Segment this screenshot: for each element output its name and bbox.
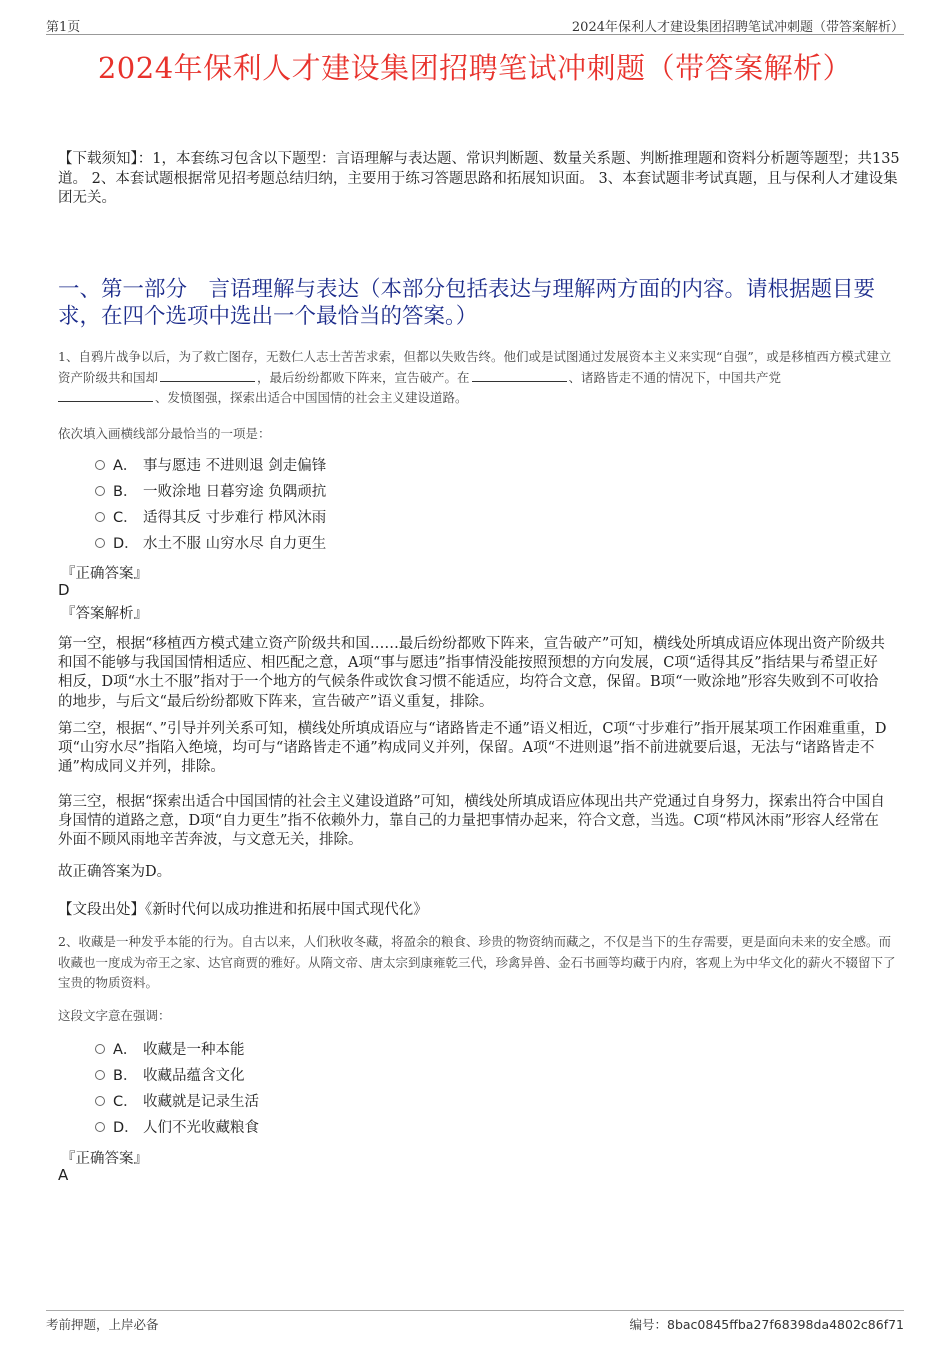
question-2-stem: 2、收藏是一种发乎本能的行为。自古以来，人们秋收冬藏，将盈余的粮食、珍贵的物资纳而藏之，不仅是当下的生存需要，更是面向未来的安全感。而收藏也一度成为帝王之家、达官商贾的雅好。从隋文帝、唐太宗到康雍乾三代，珍禽异兽、金石书画等均藏于内府，客观上为中华文化的薪火不辍留下了宝贵的物质资料。 <box>58 934 896 990</box>
radio-icon[interactable] <box>95 1044 105 1054</box>
radio-icon[interactable] <box>95 1122 105 1132</box>
q1-option-c[interactable]: C． 适得其反 寸步难行 栉风沐雨 <box>95 508 326 528</box>
page-footer <box>46 1310 904 1331</box>
q2-option-c[interactable]: C． 收藏就是记录生活 <box>95 1092 259 1112</box>
page-title: 2024年保利人才建设集团招聘笔试冲刺题（带答案解析） <box>97 51 853 85</box>
page-number: 第1页 <box>46 20 81 35</box>
fill-blank-2 <box>472 369 567 382</box>
fill-blank-1 <box>160 369 255 382</box>
q1-option-a[interactable]: A． 事与愿违 不进则退 剑走偏锋 <box>95 456 326 476</box>
q2-option-b[interactable]: B． 收藏品蕴含文化 <box>95 1066 245 1086</box>
q1-answer-label: 『正确答案』 <box>61 566 148 582</box>
radio-icon[interactable] <box>95 486 105 496</box>
document-code: 8bac0845ffba27f68398da4802c86f71 <box>667 1317 904 1332</box>
q1-analysis-paragraph: 第二空，根据“、”引导并列关系可知，横线处所填成语应与“诸路皆走不通”语义相近，C项“寸步难行”指开展某项工作困难重重，D项“山穷水尽”指陷入绝境，均可与“诸路皆走不通”构成同义并列，保留。A项“不进则退”指不前进就要后退，无法与“诸路皆走不通”构成同义并列，排除。 <box>58 721 887 776</box>
section-heading: 一、第一部分 言语理解与表达（本部分包括表达与理解两方面的内容。请根据题目要求，在四个选项中选出一个最恰当的答案。） <box>58 277 876 329</box>
q1-option-b[interactable]: B． 一败涂地 日暮穷途 负隅顽抗 <box>95 482 326 502</box>
radio-icon[interactable] <box>95 512 105 522</box>
radio-icon[interactable] <box>95 460 105 470</box>
q1-analysis-paragraph: 第三空，根据“探索出适合中国国情的社会主义建设道路”可知，横线处所填成语应体现出共产党通过自身努力，探索出符合中国自身国情的道路之意，D项“自力更生”指不依赖外力，靠自己的力量把事情办起来，符合文意，当选。C项“栉风沐雨”形容人经常在外面不顾风雨地辛苦奔波，与文意无关，排除。 <box>58 794 885 849</box>
q1-stem-part-b: ，最后纷纷都败下阵来，宣告破产。在 <box>257 369 470 385</box>
question-1-prompt: 依次填入画横线部分最恰当的一项是： <box>58 426 271 441</box>
q2-answer-label: 『正确答案』 <box>61 1151 148 1167</box>
q1-answer: D <box>58 581 70 599</box>
q2-option-a[interactable]: A． 收藏是一种本能 <box>95 1040 245 1060</box>
question-1-stem <box>58 347 900 409</box>
q1-analysis-paragraph: 第一空，根据“移植西方模式建立资产阶级共和国……最后纷纷都败下阵来，宣告破产”可知，横线处所填成语应体现出资产阶级共和国不能够与我国国情相适应、相匹配之意，A项“事与愿违”指事情没能按照预想的方向发展，C项“适得其反”指结果与希望正好相反，D项“水土不服”指对于一个地方的气候条件或饮食习惯不能适应，均符合文意，保留。B项“一败涂地”形容失败到不可收拾的地步，与后文“最后纷纷都败下阵来，宣告破产”语义重复，排除。 <box>58 636 885 710</box>
q1-analysis-conclusion: 故正确答案为D。 <box>58 864 172 880</box>
q1-option-d[interactable]: D． 水土不服 山穷水尽 自力更生 <box>95 534 326 554</box>
q2-option-d[interactable]: D． 人们不光收藏粮食 <box>95 1118 259 1138</box>
page-header <box>46 14 904 35</box>
footer-id: 编号：8bac0845ffba27f68398da4802c86f71 <box>629 1317 904 1332</box>
q1-analysis-label: 『答案解析』 <box>61 606 148 622</box>
question-2-prompt: 这段文字意在强调： <box>58 1008 171 1023</box>
radio-icon[interactable] <box>95 1096 105 1106</box>
radio-icon[interactable] <box>95 1070 105 1080</box>
q1-stem-part-a: 1、自鸦片战争以后，为了救亡图存，无数仁人志士苦苦求索，但都以失败告终。他们或是试图通过发展资本主义来实现“自强”，或是移植西方模式建立资产阶级共和国却 <box>58 349 892 385</box>
q1-stem-part-c: 、诸路皆走不通的情况下，中国共产党 <box>568 369 782 385</box>
footer-slogan: 考前押题，上岸必备 <box>46 1317 159 1332</box>
q1-source: 【文段出处】《新时代何以成功推进和拓展中国式现代化》 <box>58 902 428 918</box>
download-notice: 【下载须知】：1，本套练习包含以下题型：言语理解与表达题、常识判断题、数量关系题、判断推理题和资料分析题等题型；共135道。 2、本套试题根据常见招考题总结归纳，主要用于练习答题思路和拓展知识面。 3、本套试题非考试真题，且与保利人才建设集团无关。 <box>58 151 900 206</box>
fill-blank-3 <box>58 389 153 402</box>
header-doc-title: 2024年保利人才建设集团招聘笔试冲刺题（带答案解析） <box>571 20 904 35</box>
q2-answer: A <box>58 1166 69 1184</box>
radio-icon[interactable] <box>95 538 105 548</box>
q1-stem-part-d: 、发愤图强，探索出适合中国国情的社会主义建设道路。 <box>155 390 468 405</box>
